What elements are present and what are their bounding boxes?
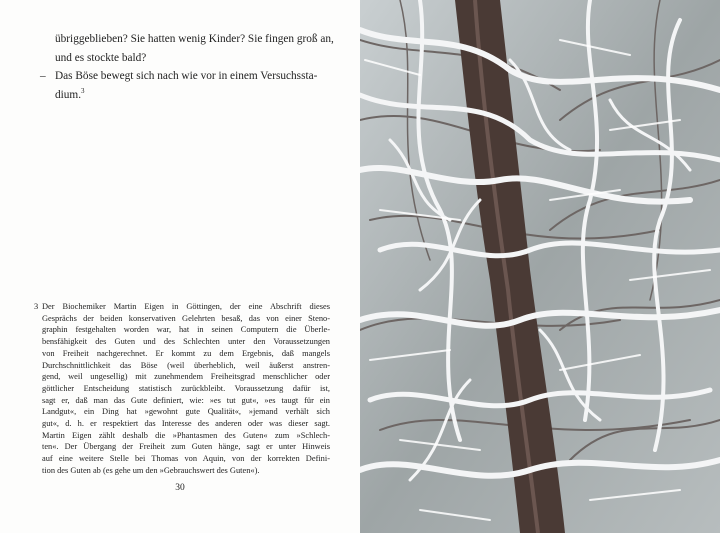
footnote: [34, 301, 330, 477]
text-line: [55, 86, 340, 105]
footnote-line: auf eine weitere Stelle bei Thomas von Aquin, von der korrekten Defini-: [42, 454, 330, 464]
footnote-number: 3: [34, 302, 39, 311]
footnote-line: sagt er, daß man das Gute definiert, wie: »es tut gut«, »es taugt für ein: [42, 395, 330, 405]
snowy-tree-photo: [360, 0, 720, 533]
footnote-body: [34, 301, 330, 477]
footnote-line: Gesprächs der beiden konservativen Gelehrten besaß, das von einer Steno-: [42, 313, 330, 323]
footnote-reference: 3: [81, 86, 85, 95]
text-line: Das Böse bewegt sich nach wie vor in einem Versuchssta-: [55, 70, 318, 82]
footnote-line: graphin festgehalten worden war, hat in seinen Computern die Überle-: [42, 325, 330, 335]
page-number: 30: [175, 483, 185, 493]
footnote-line: Durchschnittlichkeit das Böse (weil überheblich, weil äußerst anstren-: [42, 360, 330, 370]
text-line: und es stockte bald?: [55, 51, 147, 64]
text-fragment: dium.: [55, 88, 82, 101]
footnote-line: gut«, d. h. er respektiert das Interesse des anderen oder was dieser sagt.: [42, 419, 330, 429]
right-page-photo: [360, 0, 720, 533]
text-line: übriggeblieben? Sie hatten wenig Kinder? Sie fingen groß an,: [55, 33, 334, 45]
main-text: [40, 30, 340, 104]
dash-paragraph: [40, 67, 340, 104]
footnote-line: Der Biochemiker Martin Eigen in Göttingen, der eine Abschrift dieses: [42, 302, 330, 311]
footnote-line: gend, weil ungesellig) mit zunehmendem Freiheitsgrad menschlicher oder: [42, 372, 330, 382]
footnote-line: Landgut«, ein Ding hat »gewohnt gute Qualität«, »jemand verhält sich: [42, 407, 330, 417]
footnote-line: göttlicher Entscheidung statistisch zurückbleibt. Voraussetzung dafür ist,: [42, 383, 330, 393]
footnote-line: Martin Eigen zählt deshalb die »Phantasmen des Guten« zum »Schlech-: [42, 430, 330, 440]
footnote-line: ten«. Der Übergang der Freiheit zum Guten hänge, sagt er unter Hinweis: [42, 442, 330, 452]
footnote-line: tion des Guten ab (es gehe um den »Gebrauchswert des Guten«).: [42, 465, 260, 475]
footnote-line: bensfähigkeit des Guten und des Schlechten unter den Voraussetzungen: [42, 337, 330, 347]
footnote-line: von Freiheit nachgerechnet. Er kommt zu dem Ergebnis, daß mangels: [42, 348, 330, 358]
dash-marker: –: [40, 70, 46, 82]
